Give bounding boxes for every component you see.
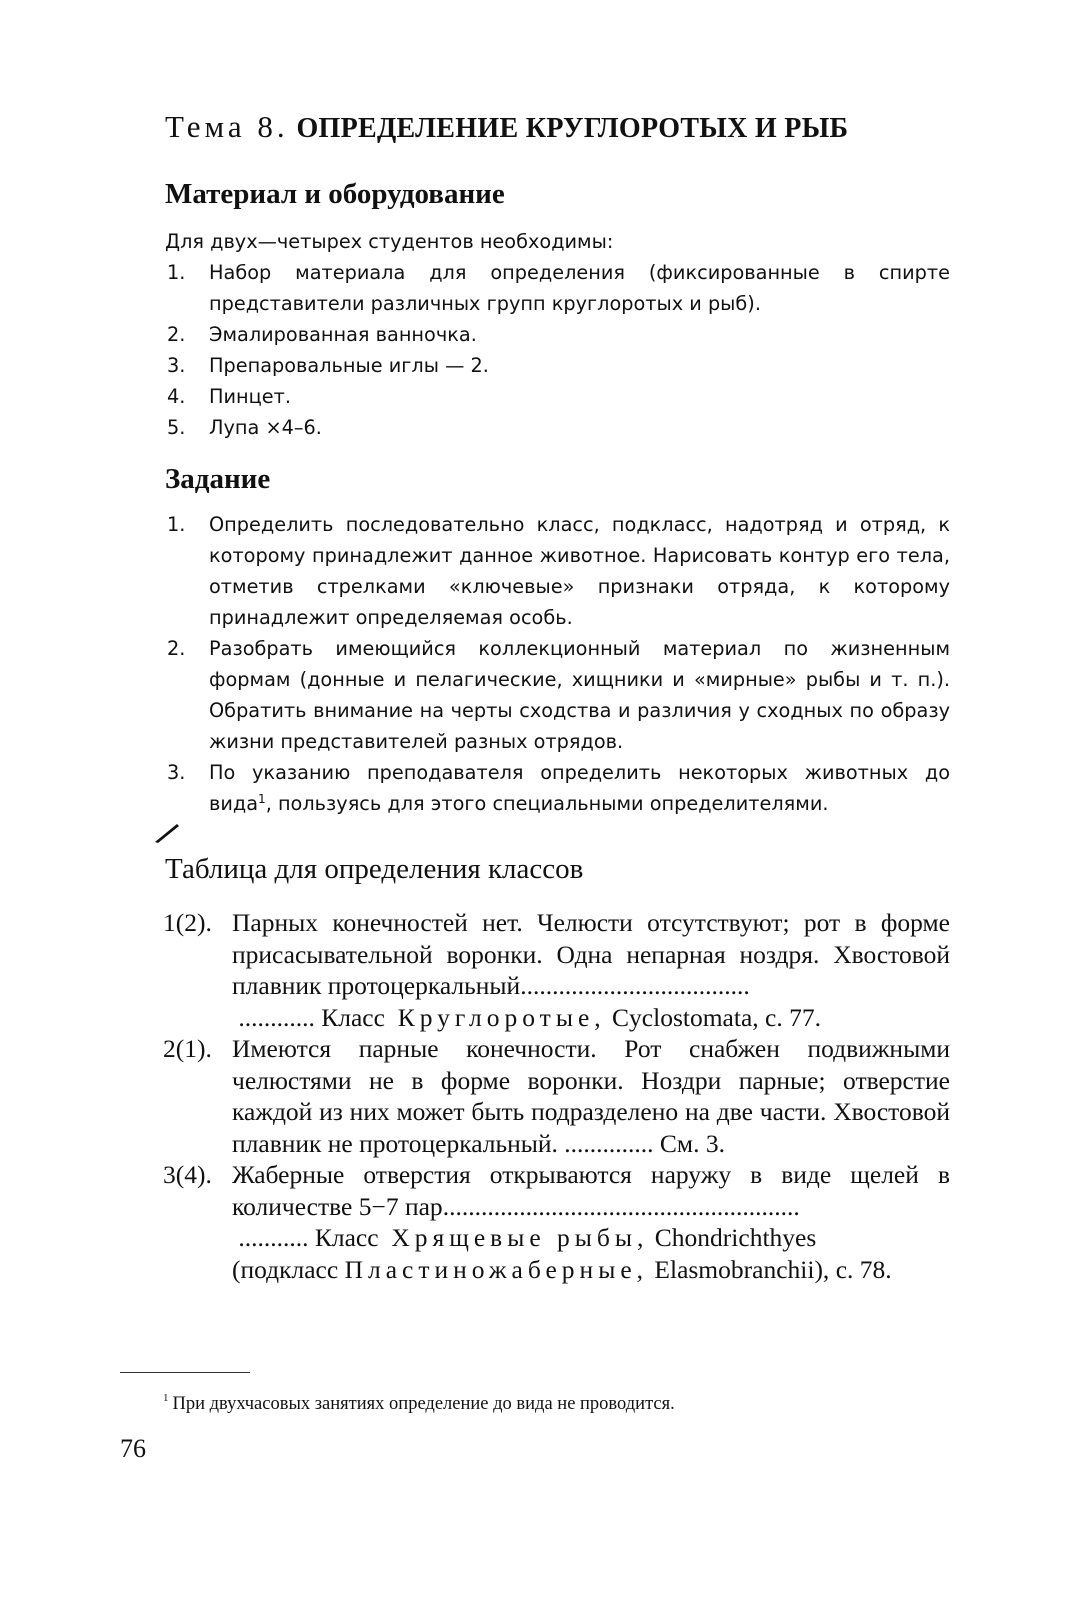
list-item: 1. Определить последовательно класс, подкласс, надотряд и отряд, к которому принадлежит данное животное. Нарисовать контур его тела, отметив стрелками «ключевые» признаки отряда, к которому принадлежит определяемая особь. bbox=[167, 513, 950, 629]
page-number: 76 bbox=[120, 1434, 146, 1463]
list-item: 2. Разобрать имеющийся коллекционный материал по жизненным формам (донные и пелагические, хищники и «мирные» рыбы и т. п.). Обратить внимание на черты сходства и различия у сходных по образу жизни представителей разных отрядов. bbox=[167, 637, 950, 753]
materials-list bbox=[165, 257, 950, 443]
list-item: 2. Эмалированная ванночка. bbox=[167, 323, 477, 346]
task-list bbox=[165, 509, 950, 819]
table-entry: 3(4). Жаберные отверстия открываются наружу в виде щелей в количестве 5−7 пар........................................................ ........... Класс Хрящевые рыбы, Chondrichthyes (подкласс Пластиножаберные, Elasmobranchii), с. 78. bbox=[163, 1160, 950, 1284]
topic-label: Тема 8. bbox=[165, 109, 289, 144]
page-content bbox=[165, 100, 950, 1285]
table-entry: 1(2). Парных конечностей нет. Челюсти отсутствуют; рот в форме присасывательной воронки. Одна непарная ноздря. Хвостовой плавник протоцеркальный.................................... ............ Класс Круглоротые, Cyclostomata, с. 77. bbox=[163, 908, 950, 1032]
table-entry: 2(1). Имеются парные конечности. Рот снабжен подвижными челюстями не в форме воронки. Ноздри парные; отверстие каждой из них может быть подразделено на две части. Хвостовой плавник не протоцеркальный. .............. См. 3. bbox=[163, 1034, 950, 1158]
list-item: 5. Лупа ×4–6. bbox=[167, 416, 322, 439]
materials-heading: Материал и оборудование bbox=[165, 178, 505, 210]
task-heading: Задание bbox=[165, 463, 271, 495]
pencil-mark-icon bbox=[151, 821, 191, 845]
key-table bbox=[165, 907, 950, 1285]
footnote bbox=[163, 1392, 675, 1416]
list-item: 4. Пинцет. bbox=[167, 385, 291, 408]
topic-title: ОПРЕДЕЛЕНИЕ КРУГЛОРОТЫХ И РЫБ bbox=[296, 113, 849, 144]
footnote-marker: 1 bbox=[163, 1392, 169, 1405]
materials-intro: Для двух—четырех студентов необходимы: bbox=[165, 230, 614, 253]
footnote-divider bbox=[120, 1372, 250, 1373]
table-title: Таблица для определения классов bbox=[165, 853, 584, 885]
list-item: 3. По указанию преподавателя определить некоторых животных до вида$^1$, пользуясь для этого специальными определителями. bbox=[167, 761, 950, 815]
footnote-text: При двухчасовых занятиях определение до вида не проводится. bbox=[172, 1394, 675, 1414]
footnote-reference[interactable]: 1 bbox=[258, 791, 266, 806]
list-item: 1. Набор материала для определения (фиксированные в спирте представители различных групп круглоротых и рыб). bbox=[167, 261, 950, 315]
list-item: 3. Препаровальные иглы — 2. bbox=[167, 354, 489, 377]
topic-heading bbox=[165, 100, 950, 156]
